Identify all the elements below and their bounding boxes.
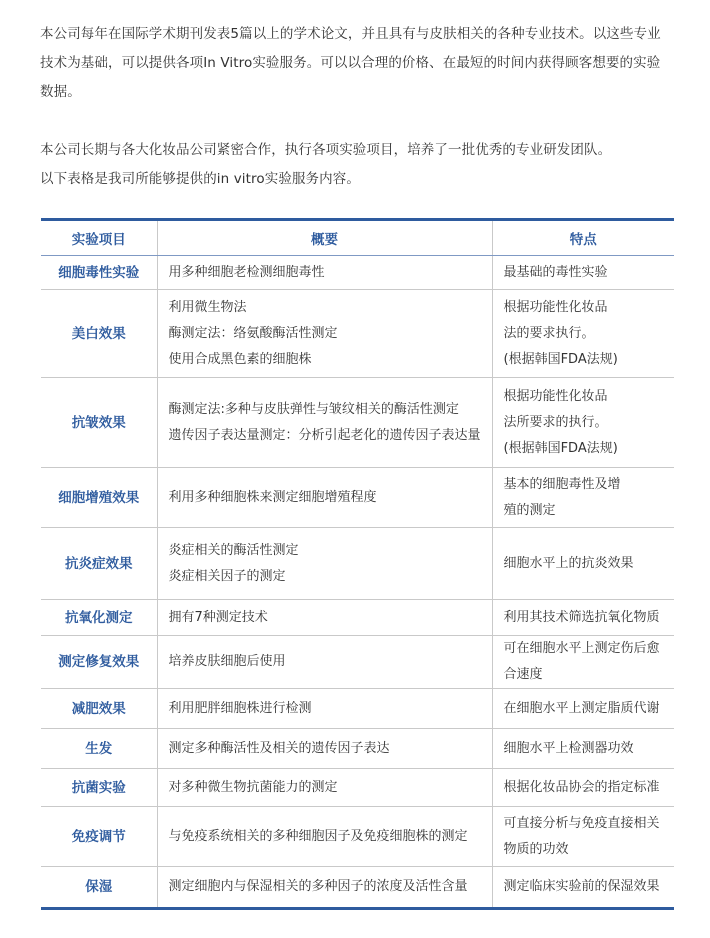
service-features <box>492 807 674 867</box>
service-name: 抗氧化测定 <box>41 600 157 636</box>
feature-line: 可直接分析与免疫直接相关 <box>503 815 660 831</box>
service-features <box>492 528 674 600</box>
service-summary <box>157 807 492 867</box>
table-row <box>41 769 674 807</box>
table-row <box>41 378 674 468</box>
feature-line: 合速度 <box>503 667 543 682</box>
service-summary <box>157 600 492 636</box>
services-table <box>41 218 674 910</box>
service-summary <box>157 769 492 807</box>
feature-line: 在细胞水平上测定脂质代谢 <box>503 700 660 716</box>
intro-paragraph-2: 本公司长期与各大化妆品公司紧密合作，执行各项实验项目，培养了一批优秀的专业研发团队。 <box>40 142 612 158</box>
paragraph-gap <box>40 107 672 136</box>
summary-line: 酶测定法:多种与皮肤弹性与皱纹相关的酶活性测定 <box>168 401 459 417</box>
feature-line: 最基础的毒性实验 <box>503 264 608 280</box>
header-item: 实验项目 <box>41 220 157 256</box>
summary-line: 测定细胞内与保湿相关的多种因子的浓度及活性含量 <box>168 879 468 894</box>
table-row <box>41 290 674 378</box>
table-row <box>41 636 674 689</box>
feature-line: 根据化妆品协会的指定标准 <box>503 779 660 795</box>
service-name: 生发 <box>41 729 157 769</box>
table-row <box>41 689 674 729</box>
service-features <box>492 290 674 378</box>
service-features <box>492 867 674 909</box>
table-row <box>41 867 674 909</box>
header-summary: 概要 <box>157 220 492 256</box>
feature-line: 细胞水平上的抗炎效果 <box>503 555 634 571</box>
summary-line: 利用多种细胞株来测定细胞增殖程度 <box>168 489 377 505</box>
summary-line: 炎症相关的酶活性测定 <box>168 542 299 558</box>
table-body <box>41 256 674 909</box>
service-name: 减肥效果 <box>41 689 157 729</box>
summary-line: 对多种微生物抗菌能力的测定 <box>168 779 338 795</box>
intro-paragraph-1: 本公司每年在国际学术期刊发表5篇以上的学术论文，并且具有与皮肤相关的各种专业技术。以这些专业技术为基础，可以提供各项In Vitro实验服务。可以以合理的价格、在最短的时间内获得顾客想要的实验数据。 <box>40 26 661 100</box>
service-name: 保湿 <box>41 867 157 909</box>
feature-line: 根据功能性化妆品 <box>503 299 608 315</box>
service-features <box>492 468 674 528</box>
summary-line: 与免疫系统相关的多种细胞因子及免疫细胞株的测定 <box>168 828 468 844</box>
summary-line: 测定多种酶活性及相关的遗传因子表达 <box>168 740 390 756</box>
service-summary <box>157 867 492 909</box>
intro-paragraph-3: 以下表格是我司所能够提供的in vitro实验服务内容。 <box>40 171 360 187</box>
header-features: 特点 <box>492 220 674 256</box>
service-summary <box>157 378 492 468</box>
summary-line: 拥有7种测定技术 <box>168 609 268 625</box>
feature-line: 法所要求的执行。 <box>503 414 608 430</box>
service-summary <box>157 468 492 528</box>
service-name: 测定修复效果 <box>41 636 157 689</box>
summary-line: 利用微生物法 <box>168 299 247 315</box>
summary-line: 利用肥胖细胞株进行检测 <box>168 700 312 716</box>
feature-line: 物质的功效 <box>503 841 569 857</box>
table-row <box>41 729 674 769</box>
service-features <box>492 256 674 290</box>
summary-line: 培养皮肤细胞后使用 <box>168 654 286 669</box>
service-summary <box>157 290 492 378</box>
service-features <box>492 600 674 636</box>
summary-line: 用多种细胞老检测细胞毒性 <box>168 264 325 280</box>
intro-text <box>40 20 672 194</box>
summary-line: 使用合成黑色素的细胞株 <box>168 351 312 367</box>
table-row <box>41 807 674 867</box>
summary-line: 遗传因子表达量测定：分析引起老化的遗传因子表达量 <box>168 427 481 443</box>
table-row <box>41 468 674 528</box>
service-features <box>492 636 674 689</box>
service-features <box>492 769 674 807</box>
service-summary <box>157 256 492 290</box>
service-features <box>492 378 674 468</box>
feature-line: 法的要求执行。 <box>503 325 595 341</box>
feature-line: 可在细胞水平上测定伤后愈 <box>503 641 660 656</box>
service-summary <box>157 636 492 689</box>
feature-line: (根据韩国FDA法规) <box>503 440 618 456</box>
service-name: 抗皱效果 <box>41 378 157 468</box>
service-name: 抗菌实验 <box>41 769 157 807</box>
service-summary <box>157 729 492 769</box>
table-row <box>41 600 674 636</box>
table-row <box>41 528 674 600</box>
service-name: 细胞增殖效果 <box>41 468 157 528</box>
feature-line: 根据功能性化妆品 <box>503 388 608 404</box>
feature-line: 细胞水平上检测器功效 <box>503 740 634 756</box>
feature-line: 殖的测定 <box>503 502 556 518</box>
service-summary <box>157 528 492 600</box>
service-features <box>492 729 674 769</box>
service-name: 免疫调节 <box>41 807 157 867</box>
feature-line: 利用其技术筛选抗氧化物质 <box>503 609 660 625</box>
summary-line: 酶测定法：络氨酸酶活性测定 <box>168 325 338 341</box>
service-summary <box>157 689 492 729</box>
service-name: 美白效果 <box>41 290 157 378</box>
feature-line: 基本的细胞毒性及增 <box>503 476 621 492</box>
summary-line: 炎症相关因子的测定 <box>168 568 286 584</box>
service-features <box>492 689 674 729</box>
table-row <box>41 256 674 290</box>
feature-line: 测定临床实验前的保湿效果 <box>503 879 660 894</box>
service-name: 细胞毒性实验 <box>41 256 157 290</box>
feature-line: (根据韩国FDA法规) <box>503 351 618 367</box>
service-name: 抗炎症效果 <box>41 528 157 600</box>
table-header-row <box>41 220 674 256</box>
